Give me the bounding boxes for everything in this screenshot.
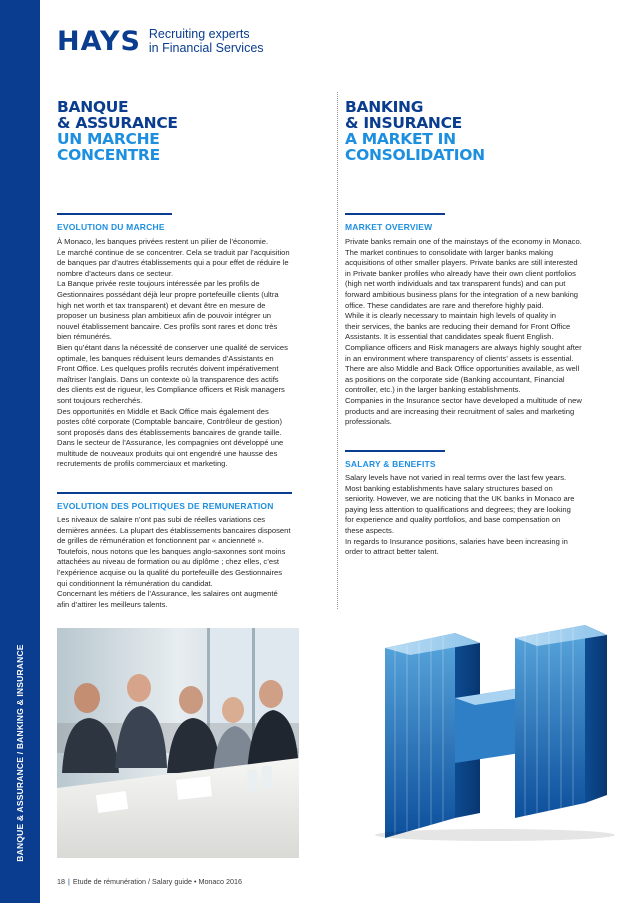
section-body-evolution-marche [57, 237, 332, 470]
left-headline-line1: BANQUE [57, 98, 129, 116]
text-line: acquisitions of other smaller players. Private banks are still interested [345, 258, 578, 268]
text-line: de grilles de rémunération et fonctionnent par « ancienneté ». [57, 536, 264, 546]
text-line: Most banking establishments have salary structures based on [345, 483, 553, 493]
text-line: as positions on the corporate side (Banking accountant, Financial [345, 374, 565, 384]
text-line: sont proposés dans des établissements bancaires de grande taille. [57, 427, 282, 437]
text-line: order to attract better talent. [345, 547, 439, 557]
text-line: Concernant les métiers de l’Assurance, les salaires ont augmenté [57, 589, 278, 599]
section-body-politiques-remuneration [57, 515, 332, 610]
sidebar-band [0, 0, 40, 903]
logo-tagline-line2: in Financial Services [148, 41, 264, 55]
section-title-politiques-remuneration: EVOLUTION DES POLITIQUES DE REMUNERATION [57, 501, 274, 511]
right-headline [345, 99, 485, 163]
text-line: There are also Middle and Back Office opportunities available, as well [345, 364, 580, 374]
business-meeting-photo-art [57, 628, 299, 858]
footer-separator: | [68, 877, 70, 886]
text-line: sont toujours recherchés. [57, 395, 143, 405]
text-line: for experience and quality portfolios, and base compensation on [345, 515, 561, 525]
right-headline-line3: A MARKET IN [345, 130, 456, 148]
text-line: l’expérience acquise ou la qualité du portefeuille des Gestionnaires [57, 567, 283, 577]
section-rule [57, 213, 172, 215]
logo-mark: HAYS [57, 25, 141, 57]
section-body-market-overview [345, 237, 625, 428]
text-line: optimale, les banques réduisent leurs demandes d’Assistants en [57, 353, 274, 363]
text-line: Salary levels have not varied in real terms over the last few years. [345, 473, 567, 482]
hays-logo [57, 27, 264, 55]
text-line: Private banks remain one of the mainstays of the economy in Monaco. [345, 237, 582, 246]
text-line: nouvel établissement bancaire. Ces profils sont rares et donc très [57, 321, 278, 331]
text-line: Toutefois, nous notons que les banques anglo-saxonnes sont moins [57, 546, 286, 556]
text-line: multitude de nouveaux produits qui ont engendré une hausse des [57, 448, 278, 458]
left-headline [57, 99, 178, 163]
text-line: In regards to Insurance positions, salaries have been increasing in [345, 536, 568, 546]
text-line: high net worth et tax transparent) et devant être en mesure de [57, 300, 266, 310]
text-line: Assistants. It is essential that candidates speak fluent English. [345, 332, 554, 342]
h-artwork-svg [345, 613, 620, 845]
text-line: controller, etc.) in the larger banking establishments. [345, 385, 521, 395]
text-line: While it is clearly necessary to maintain high levels of quality in [345, 311, 557, 321]
column-divider [337, 92, 338, 609]
text-line: Compliance officers and Risk managers are always highly sought after [345, 342, 582, 352]
text-line: dernières années. La plupart des établissements bancaires disposent [57, 525, 291, 535]
text-line: maîtriser l’anglais. Dans un contexte où la transparence des actifs [57, 374, 279, 384]
section-title-market-overview: MARKET OVERVIEW [345, 222, 433, 232]
text-line: de banques par d’autres établissements qui a pour effet de réduire le [57, 258, 289, 268]
text-line: afin d’attirer les meilleurs talents. [57, 599, 168, 609]
text-line: Front Office. Les quelques profils recrutés doivent impérativement [57, 364, 279, 374]
text-line: paying less attention to qualifications and degrees; they are looking [345, 504, 571, 514]
text-line: bien rémunérés. [57, 332, 112, 342]
text-line: Gestionnaires possédant déjà leur propre portefeuille clients (ultra [57, 289, 279, 299]
text-line: nombre d’acteurs dans ce secteur. [57, 268, 174, 278]
sidebar-label: BANQUE & ASSURANCE / BANKING & INSURANCE [15, 644, 25, 862]
text-line: La Banque privée reste toujours intéressée par les profils de [57, 279, 260, 289]
text-line: products and are increasing their recruitment of sales and marketing [345, 406, 575, 416]
footer-text: Etude de rémunération / Salary guide • Monaco 2016 [72, 877, 243, 886]
text-line: qui conditionnent la rémunération du candidat. [57, 578, 213, 588]
section-rule [345, 450, 445, 452]
section-rule [57, 492, 292, 494]
text-line: in Private banker profiles who already have their own client portfolios [345, 268, 576, 278]
text-line: professionals. [345, 417, 392, 427]
page-footer [57, 877, 242, 886]
text-line: Les niveaux de salaire n’ont pas subi de réelles variations ces [57, 515, 266, 524]
text-line: Dans le secteur de l’Assurance, les compagnies ont développé une [57, 438, 284, 448]
right-headline-line2: & INSURANCE [345, 114, 462, 132]
text-line: postes côté corporate (Comptable bancaire, Contrôleur de gestion) [57, 417, 282, 427]
text-line: recrutements de profils commerciaux et marketing. [57, 459, 228, 469]
text-line: proposer un business plan ambitieux afin de pouvoir intégrer un [57, 311, 272, 321]
business-meeting-photo [57, 628, 299, 858]
right-headline-line4: CONSOLIDATION [345, 146, 485, 164]
text-line: (high net worth individuals and tax transparent funds) and can put [345, 279, 566, 289]
text-line: seniority. However, we are noticing that the UK banks in Monaco are [345, 494, 575, 504]
section-rule [345, 213, 445, 215]
text-line: À Monaco, les banques privées restent un pilier de l’économie. [57, 237, 269, 246]
text-line: in an environment where transparency of clients’ assets is essential. [345, 353, 574, 363]
right-headline-line1: BANKING [345, 98, 424, 116]
logo-tagline [149, 27, 264, 55]
left-headline-line4: CONCENTRE [57, 146, 160, 164]
text-line: The market continues to consolidate with larger banks making [345, 247, 554, 257]
page-number: 18 [57, 877, 65, 886]
text-line: Le marché continue de se concentrer. Cela se traduit par l’acquisition [57, 247, 290, 257]
section-title-evolution-marche: EVOLUTION DU MARCHE [57, 222, 165, 232]
logo-tagline-line1: Recruiting experts [148, 27, 250, 41]
text-line: office. These candidates are rare and therefore highly paid. [345, 300, 544, 310]
hays-h-logo-artwork [345, 613, 620, 845]
left-headline-line3: UN MARCHE [57, 130, 160, 148]
text-line: their services, the banks are reducing their demand for Front Office [345, 321, 571, 331]
text-line: Companies in the Insurance sector have developed a multitude of new [345, 395, 582, 405]
text-line: attachées au niveau de formation ou au diplôme ; chez elles, c’est [57, 557, 280, 567]
left-headline-line2: & ASSURANCE [57, 114, 178, 132]
section-body-salary-benefits [345, 473, 625, 558]
text-line: these aspects. [345, 525, 394, 535]
text-line: forward ambitious business plans for the integration of a new banking [345, 289, 579, 299]
text-line: des clients est de rigueur, les Compliance officers et Risk managers [57, 385, 285, 395]
text-line: Des opportunités en Middle et Back Office mais également des [57, 406, 269, 416]
section-title-salary-benefits: SALARY & BENEFITS [345, 459, 436, 469]
text-line: Bien qu’étant dans la nécessité de conserver une qualité de services [57, 342, 288, 352]
